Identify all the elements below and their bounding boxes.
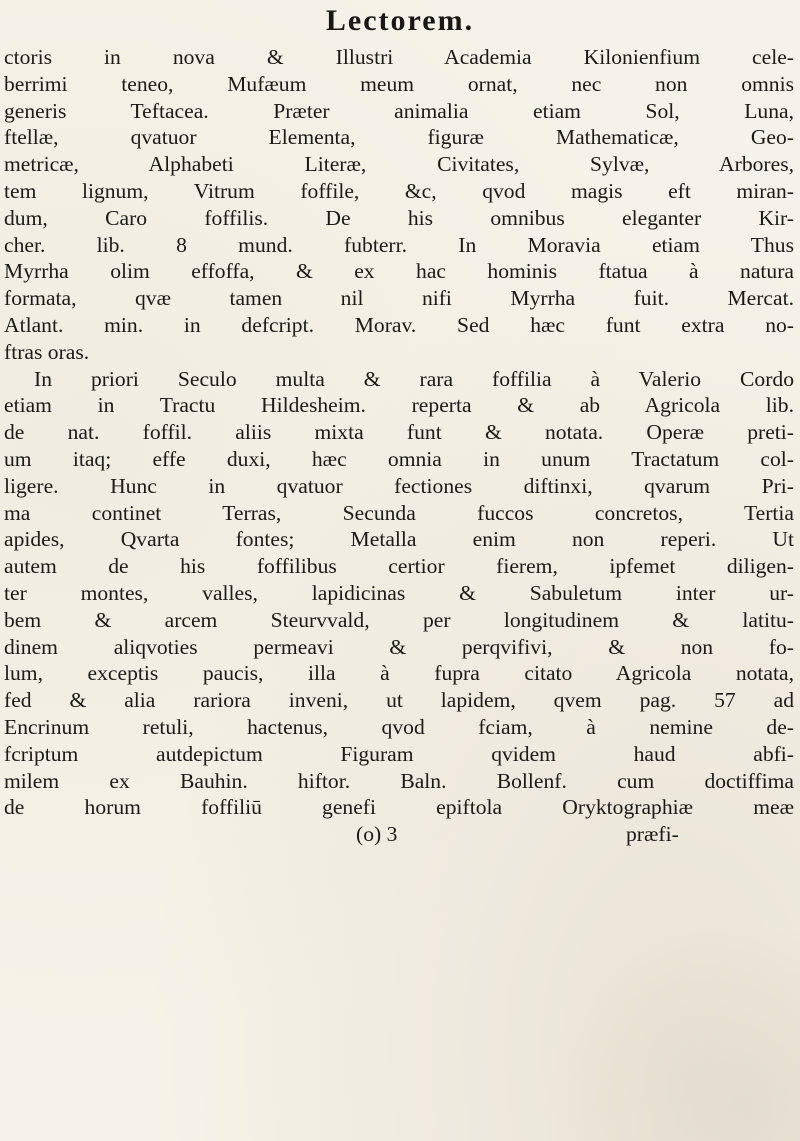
text-line: fed & alia rariora inveni, ut lapidem, qvem pag. 57 ad <box>4 688 794 713</box>
text-line: generis Teftacea. Præter animalia etiam Sol, Luna, <box>4 98 794 123</box>
text-line: ma continet Terras, Secunda fuccos concretos, Tertia <box>4 500 794 525</box>
text-line: ctoris in nova & Illustri Academia Kilonienfium cele- <box>4 45 794 69</box>
paragraph-start: In priori Seculo multa & rara foffilia à Valerio Cordo <box>34 366 794 391</box>
text-line: ftellæ, qvatuor Elementa, figuræ Mathematicæ, Geo- <box>4 125 794 150</box>
text-line: um itaq; effe duxi, hæc omnia in unum Tractatum col- <box>4 446 794 471</box>
text-line: ter montes, valles, lapidicinas & Sabuletum inter ur- <box>4 580 794 605</box>
text-line: milem ex Bauhin. hiftor. Baln. Bollenf. cum doctiffima <box>4 768 794 793</box>
text-line: bem & arcem Steurvvald, per longitudinem & latitu- <box>4 607 794 632</box>
text-line: Encrinum retuli, hactenus, qvod fciam, à nemine de- <box>4 714 794 739</box>
text-line: ligere. Hunc in qvatuor fectiones diftinxi, qvarum Pri- <box>4 473 794 498</box>
text-line: Atlant. min. in defcript. Morav. Sed hæc funt extra no- <box>4 312 794 337</box>
text-line: de nat. foffil. aliis mixta funt & notata. Operæ preti- <box>4 420 794 445</box>
text-line: autem de his foffilibus certior fierem, ipfemet diligen- <box>4 554 794 579</box>
text-line: fcriptum autdepictum Figuram qvidem haud abfi- <box>4 741 794 766</box>
signature-line <box>4 821 794 848</box>
text-line: lum, exceptis paucis, illa à fupra citato Agricola notata, <box>4 661 794 686</box>
body-text <box>4 44 794 848</box>
text-line: Myrrha olim effoffa, & ex hac hominis ftatua à natura <box>4 259 794 284</box>
text-line: berrimi teneo, Mufæum meum ornat, nec non omnis <box>4 71 794 96</box>
signature-mark: (o) 3 <box>356 822 398 847</box>
text-line: metricæ, Alphabeti Literæ, Civitates, Sylvæ, Arbores, <box>4 152 794 177</box>
text-line: de horum foffiliū genefi epiftola Oryktographiæ meæ <box>4 795 794 820</box>
text-line: cher. lib. 8 mund. fubterr. In Moravia etiam Thus <box>4 232 794 257</box>
text-line: dinem aliqvoties permeavi & perqvifivi, & non fo- <box>4 634 794 659</box>
text-line: formata, qvæ tamen nil nifi Myrrha fuit. Mercat. <box>4 286 794 311</box>
catchword: præfi- <box>626 822 679 847</box>
text-line: apides, Qvarta fontes; Metalla enim non reperi. Ut <box>4 527 794 552</box>
text-line: etiam in Tractu Hildesheim. reperta & ab Agricola lib. <box>4 393 794 418</box>
running-head: Lectorem. <box>325 4 475 37</box>
text-line: tem lignum, Vitrum foffile, &c, qvod magis eft miran- <box>4 178 794 203</box>
text-line: ftras oras. <box>4 339 90 364</box>
text-line: dum, Caro foffilis. De his omnibus eleganter Kir- <box>4 205 794 230</box>
paper-stain <box>540 921 800 1141</box>
